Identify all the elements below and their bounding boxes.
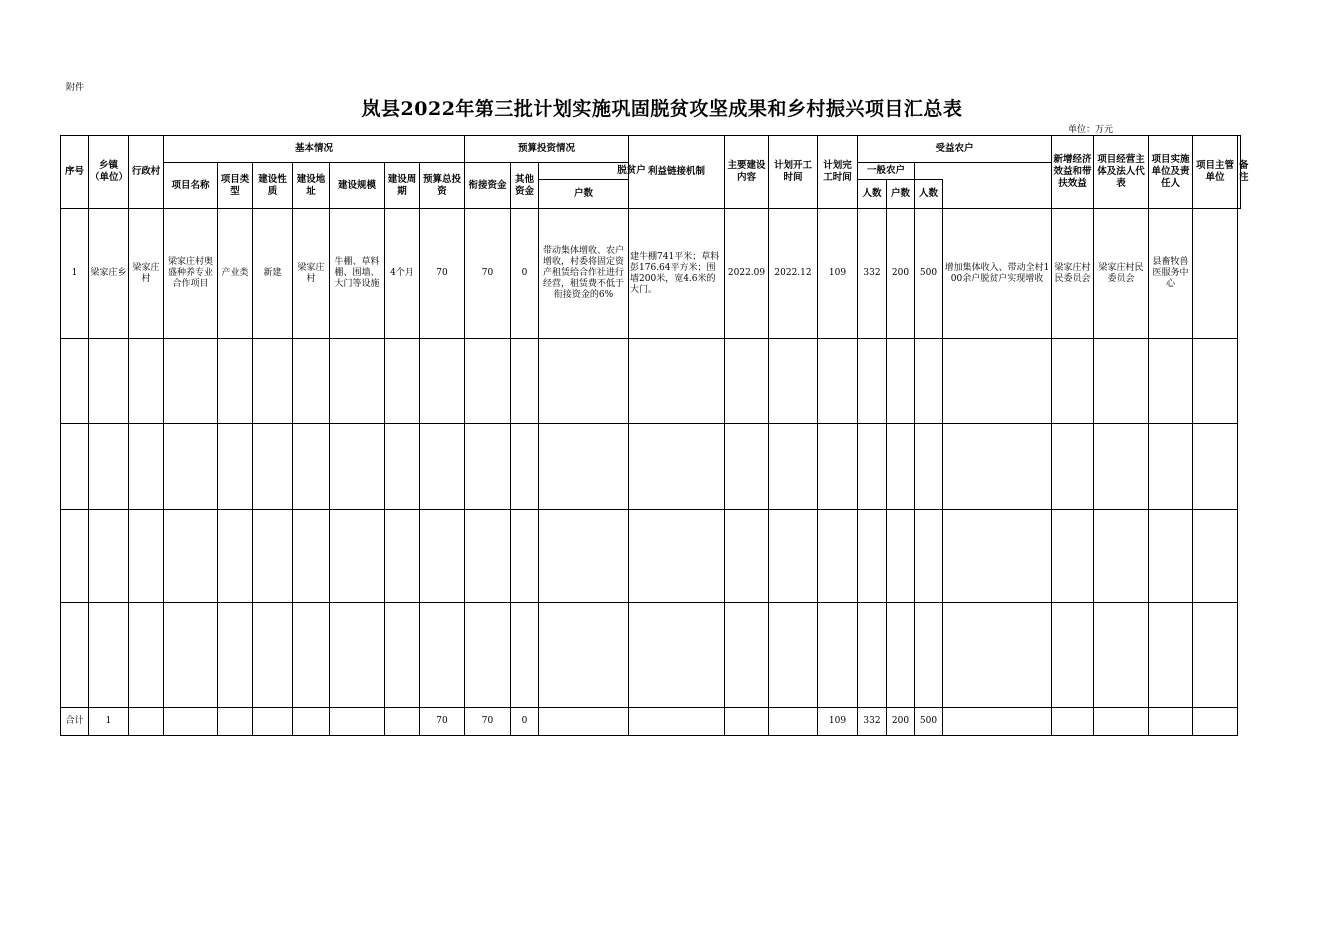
cell-location: 梁家庄村 bbox=[293, 209, 330, 339]
header-town: 乡镇（单位） bbox=[89, 136, 129, 209]
cell-poor-households: 109 bbox=[818, 209, 858, 339]
header-construction-nature: 建设性质 bbox=[253, 163, 293, 209]
header-village: 行政村 bbox=[129, 136, 164, 209]
header-planned-start: 计划开工时间 bbox=[769, 136, 818, 209]
empty-row bbox=[61, 603, 1241, 708]
header-beneficiaries: 受益农户 bbox=[858, 136, 1052, 163]
header-budget: 预算投资情况 bbox=[465, 136, 629, 163]
header-households: 户数 bbox=[539, 180, 629, 209]
cell-total-investment: 70 bbox=[420, 209, 465, 339]
header-linked-funds: 衔接资金 bbox=[465, 163, 511, 209]
header-poverty-escaped: 脱贫户 bbox=[539, 163, 725, 180]
cell-period: 4个月 bbox=[385, 209, 420, 339]
header-implementer: 项目实施单位及责任人 bbox=[1149, 136, 1193, 209]
header-households-2: 户数 bbox=[887, 180, 915, 209]
header-total-investment: 预算总投资 bbox=[420, 163, 465, 209]
cell-planned-finish: 2022.12 bbox=[769, 209, 818, 339]
cell-linked-funds: 70 bbox=[465, 209, 511, 339]
total-count: 1 bbox=[89, 708, 129, 736]
header-seq: 序号 bbox=[61, 136, 89, 209]
header-general-farmers: 一般农户 bbox=[858, 163, 915, 180]
total-general-households: 200 bbox=[887, 708, 915, 736]
header-project-type: 项目类型 bbox=[218, 163, 253, 209]
cell-general-persons: 500 bbox=[915, 209, 943, 339]
cell-scale: 牛棚、草料棚、围墙、大门等设施 bbox=[330, 209, 385, 339]
cell-village: 梁家庄村 bbox=[129, 209, 164, 339]
cell-poor-persons: 332 bbox=[858, 209, 887, 339]
header-economic-benefit: 新增经济效益和带扶效益 bbox=[1052, 136, 1094, 209]
header-planned-finish: 计划完工时间 bbox=[818, 136, 858, 209]
cell-seq: 1 bbox=[61, 209, 89, 339]
header-persons: 人数 bbox=[858, 180, 887, 209]
cell-operator: 梁家庄村民委员会 bbox=[1052, 209, 1094, 339]
cell-other-funds: 0 bbox=[511, 209, 539, 339]
cell-benefit-mechanism: 带动集体增收、农户增收，村委将固定资产租赁给合作社进行经营，租赁费不低于衔接资金的6% bbox=[539, 209, 629, 339]
attachment-label: 附件 bbox=[66, 83, 85, 93]
cell-economic-benefit: 增加集体收入、带动全村100余户脱贫户实现增收 bbox=[943, 209, 1052, 339]
cell-project-name: 梁家庄村奥盛种养专业合作项目 bbox=[164, 209, 218, 339]
empty-row bbox=[61, 510, 1241, 603]
header-project-name: 项目名称 bbox=[164, 163, 218, 209]
empty-row bbox=[61, 424, 1241, 510]
total-other-funds: 0 bbox=[511, 708, 539, 736]
cell-remarks bbox=[1193, 209, 1238, 339]
page-title: 岚县2022年第三批计划实施巩固脱贫攻坚成果和乡村振兴项目汇总表 bbox=[361, 98, 963, 120]
total-label: 合计 bbox=[61, 708, 89, 736]
total-row bbox=[61, 708, 1241, 736]
header-supervisor: 项目主管单位 bbox=[1193, 136, 1238, 209]
total-poor-households: 109 bbox=[818, 708, 858, 736]
header-main-content: 主要建设内容 bbox=[725, 136, 769, 209]
project-summary-table bbox=[60, 135, 1249, 736]
header-other-funds: 其他资金 bbox=[511, 163, 539, 209]
cell-town: 梁家庄乡 bbox=[89, 209, 129, 339]
total-poor-persons: 332 bbox=[858, 708, 887, 736]
header-operator: 项目经营主体及法人代表 bbox=[1094, 136, 1149, 209]
header-location: 建设地址 bbox=[293, 163, 330, 209]
total-general-persons: 500 bbox=[915, 708, 943, 736]
cell-implementer: 梁家庄村民委员会 bbox=[1094, 209, 1149, 339]
header-persons-2: 人数 bbox=[915, 180, 943, 209]
header-benefit-mechanism: 利益链接机制 bbox=[629, 136, 725, 209]
empty-row bbox=[61, 339, 1241, 424]
cell-planned-start: 2022.09 bbox=[725, 209, 769, 339]
cell-construction-nature: 新建 bbox=[253, 209, 293, 339]
table-row bbox=[61, 209, 1241, 339]
header-remarks: 备注 bbox=[1238, 136, 1241, 209]
total-linked-funds: 70 bbox=[465, 708, 511, 736]
cell-main-content: 建牛棚741平米；草料彭176.64平方米；围墙200米，宽4.6米的大门。 bbox=[629, 209, 725, 339]
total-investment: 70 bbox=[420, 708, 465, 736]
cell-project-type: 产业类 bbox=[218, 209, 253, 339]
header-period: 建设周期 bbox=[385, 163, 420, 209]
cell-supervisor: 县畜牧兽医服务中心 bbox=[1149, 209, 1193, 339]
unit-label: 单位：万元 bbox=[1068, 125, 1114, 135]
header-scale: 建设规模 bbox=[330, 163, 385, 209]
cell-general-households: 200 bbox=[887, 209, 915, 339]
header-basic-info: 基本情况 bbox=[164, 136, 465, 163]
